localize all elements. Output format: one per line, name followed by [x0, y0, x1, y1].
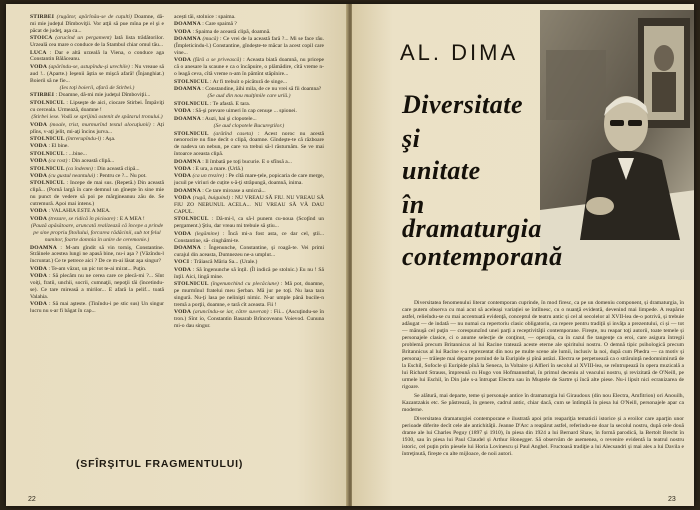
title-line: şi	[402, 124, 421, 153]
dialogue-text: : E A MEA !	[116, 215, 145, 222]
dialogue-text: : Nu vreaue să aud !.. (Aparte.) Ieşenii ăştia se mişcă afară! (Înjanghiat.) Boierii să ne fie...	[30, 63, 164, 84]
title-line: contemporană	[402, 242, 563, 271]
dialogue-line	[30, 136, 164, 143]
body-paragraph: Diversitatea fenomenului literar contemporan cuprinde, în mod firesc, ca pe un domeniu component, și dramaturgia, în care putem observa cu mai acut să aceleași variației se întîlnesc, cu o nuanţă evidentă, devenind mai limpede. A reapărut astfel, relieîndu-se cu mai accentuată evidenţă, conceptul de teatru antic și cel al secolelor al XVII-lea de-o potrivă, și trebuie adăugat — de indată — nu numai ca repertoriu clasic obligatoriu, ca repere pentru tradiţii și invăţa a prezentului, ci și — tot — mănuşă cel puţin — corespunzînd unei parţi a receptivităţii contemporane. Firește, nu reapar toţi autorii, toate temele și personajele clasice, ci o anume selecţie de conţinut, — operaţia, ca în cazul fie tangenţe ca eroi, care asigura întregii problemă precum Britannicus al lui Racine tratează aceste eterne ale spiritului nostru. O demnă tipic psihologică precum Britannicus al lui Racine s-a reprezentat din nou pe multe scene ale lumii, inclusiv la noi, după cum Phedra — ca motiv și personaj — trăiește mai departe pornind de la Euripide și pînă astăzi. Electra se perpetuează ca o străruință nedomnimirută de la Eschil, Sofocle și Euripide pînă la Seneca, la Voltaire și Alfieri în secolul al XVIII-lea, se reîntrupează în opera muzicală a lui Richard Strauss, împreună cu Hugo von Hofmannsthal, în primul deceniu al veacului nostru, și revizitată de O'Neill, pe urmele lui Eschil, în Din jale s-a întrupat Electra sau în Muștele de Sartre și încă alte piese. Nu-i lipsit nici ecranizarea de rigoare.	[402, 300, 684, 390]
speaker-name: STOLNICUL	[30, 135, 66, 142]
dialogue-text: : Din această clipă...	[68, 158, 115, 165]
dialogue-line	[30, 216, 164, 223]
speaker-name: STOLNICUL	[30, 180, 67, 187]
dialogue-text: : Spaima de această clipă, doamnă.	[192, 28, 271, 35]
dialogue-text: : M-am gîndit să vin torniș, Constantine. Strâinele acestea lungi ne apasă bine, nu-i aşa ? (Văzîndu-l încruntat.) Ce te petrece aici ? De ce m-ai lăsat aşa singur?	[30, 244, 164, 265]
stage-note: (întrerupîndu-l)	[65, 135, 103, 142]
left-page	[6, 4, 348, 506]
stage-note: (ca un trezire)	[192, 173, 226, 180]
dialogue-line	[30, 245, 164, 266]
dialogue-line	[30, 301, 164, 315]
dialogue-line	[30, 180, 164, 208]
dialogue-line	[174, 86, 324, 93]
speaker-name: VODA	[30, 172, 49, 179]
dialogue-text: : Auzi, hai şi clopotele...	[202, 115, 257, 122]
book-spread	[6, 4, 694, 506]
dialogue-line	[174, 29, 324, 36]
dialogue-text: : Fii... (Ascuţindu-se în tron.) Sînt io, Constantin Basarab Brîncoveanu Voievod. Cununa mi-o dau singur.	[174, 309, 324, 329]
stage-note: (cu gustul neantului)	[48, 172, 97, 179]
speaker-name: VODA	[174, 195, 193, 202]
stage-direction: (Ies toţi boierii, afară de Stirbei.)	[59, 85, 135, 92]
speaker-name: STOLNICUL	[174, 130, 214, 137]
fragment-ending: (SFÎRŞITUL FRAGMENTULUI)	[76, 458, 244, 470]
dialogue-text: : Il îmbată pe toţi bucurie. E o sfînsă a...	[202, 158, 292, 165]
speaker-name: VODA	[174, 108, 193, 115]
dialogue-line	[30, 100, 164, 114]
dialogue-text: : Doamne, dă-mi mie judeţul Dîmboviţii...	[55, 92, 151, 99]
stage-note: (arucînd un pergament)	[55, 35, 115, 42]
dialogue-line	[30, 122, 164, 136]
speaker-name: VODA	[174, 266, 193, 273]
stage-note: (legămine)	[194, 230, 223, 237]
dialogue-line	[174, 14, 324, 21]
dialogue-text: : Să-şi prevare uimeri în cap cenuşe ... spionei.	[192, 108, 297, 115]
speaker-name: DOAMNA	[174, 115, 203, 122]
dialogue-text: : Mă pot, doamne, pe murmînul fratelui meu Şerban. Mă jur pe toţi. Nu lasa tara singură. Nu-ţi lasa pe nelinişti nimic. N-ar umple până bucile-n tremă a porţii, doamne, e tară cît aceasta. Fii !	[174, 281, 324, 308]
dialogue-text: : Dă-mi-l, ca să-l punem cu-noua (Scoţînd un pergament.) Ştiu, dar vreau mi trebuie să ştiu...	[174, 216, 324, 230]
speaker-name: STOLNICUL	[174, 216, 212, 223]
dialogue-line	[174, 21, 324, 28]
dialogue-text: : Te afastă. E tara.	[209, 100, 251, 107]
speaker-name: STOLNICUL	[30, 150, 66, 157]
dialogue-text: : E ura, a mare. (Urlă.)	[192, 166, 244, 173]
dialogue-line	[174, 309, 324, 330]
stage-note: (trezare, se ridică în picioare)	[48, 215, 117, 222]
dialogue-text: : Încă mi-a fost asta, ce dar cel, ştii... Constantine, să- cinghămi-te.	[174, 230, 324, 244]
dialogue-text: : Să plecăm nu ne cerea care ce plecă-mi ?... Sînt voiţi, fratii, unchii, socrii, cumnaţii, nepoţii tăi (încetindu-se). Ce tare mireasă a mirilor... E afară la pelif... toată Valahia.	[30, 273, 164, 300]
dialogue-text: : Incepe de mai sus. (Repetă.) Din această clipă... (Pornă largă în care demnul un gînește în sine mie nu punct de vedere să poi pe mărgineanuu zău de. Se cutremură. Apoi mai intens.)	[30, 180, 164, 208]
portrait-image	[540, 10, 694, 280]
dialogue-text: : Care spaimă ?	[202, 21, 237, 28]
article-body	[402, 300, 684, 488]
dialogue-line	[174, 231, 324, 245]
dialogue-line	[174, 188, 324, 195]
speaker-name: DOAMNA	[174, 21, 203, 28]
dialogue-text: : Ce vrei de la această fară ?... Mi se face rău. (Împleticindu-l.) Constantine, gîndește-te măcar la acest copil care vine...	[174, 36, 324, 57]
dialogue-text: : Dar e altă urzeală la Viena, o conduce aga Constantin Bălăceanu.	[30, 49, 164, 63]
stage-note: (rugător, apărînău-se de cuțulti)	[56, 14, 135, 20]
dialogue-text: : Pe cîtă mare-țele, popicaria de care merge, jucuil pe viriuri de cuțite s-ă-ţi străpungă, doamnă, inima.	[174, 173, 324, 187]
author-name: AL. DIMA	[400, 40, 519, 65]
speaker-name: VODA	[30, 215, 49, 222]
dialogue-text: : Pentru ce ?... Nu pot.	[96, 172, 147, 179]
title-line: unitate	[402, 156, 481, 185]
dialogue-line	[174, 281, 324, 309]
body-paragraph: Se alătură, mai departe, teme și personaje antice în dramaturgia lui Giraudoux (din nou Electra, Amfitrion) ori Anouilh, Kazantzakis etc. Se păstrează, în genere, cadrul antic, chiar dacă, cum se întîmplă în piesa lui O'Neill, personajele apar ca moderne.	[402, 393, 684, 413]
dialogue-text: : Ar fi trebuit o picătură de singe...	[209, 78, 288, 85]
dialogue-line	[30, 35, 164, 49]
speaker-name: STOICA	[30, 35, 56, 42]
text-column-right	[174, 14, 324, 450]
body-paragraph: Diversitatea dramaturgiei contemporane e ilustrată apoi prin reapariţia tematicii istorice și a eroilor care aparţin unor perioade diferite decît cele ale antichităţii. Jeanne D'Arc a reapărut astfel, referindu-ne doar la secolul nostru, după cele două drame ale lui Charles Peguy (1897 și 1910), în piesa din 1924 a lui Bernard Shaw, în formă parodică, la Bertolt Brecht în 1930, sau în piesa lui Paul Claudel și Arthur Honegger. Să observăm de asemenea, o revenire evidentă la teatrul nostru istoric, cel puţin prin piesele lui Horia Lovinescu și Paul Anghel. Fructoasă tradiţie a lui Alecsandri și mai ales a lui Davila e întreţinută, fireşte cu alte mijloace, de noii autori.	[402, 416, 684, 457]
dialogue-line	[174, 245, 324, 259]
dialogue-line	[174, 79, 324, 86]
speaker-name: VODA	[174, 309, 194, 316]
dialogue-line	[174, 159, 324, 166]
stage-note: (fără a se privească)	[193, 57, 244, 64]
dialogue-line	[30, 14, 164, 35]
stage-note: (îngenunchind cu plecăciune)	[210, 281, 281, 288]
dialogue-text: : Trăiască Măria Sa... (Urale.)	[190, 259, 258, 266]
dialogue-text: : Acest noroc nu acestă nenorocire nu fine decît o clipă, doamne. Gîndeşte-te că războare de nadeva un nebun, pe care va trebui să-l răsturnăm. Se ve mai întoarce aceasta clipă.	[174, 130, 324, 158]
speaker-name: DOAMNA	[30, 244, 61, 251]
dialogue-text: : ...bine...	[65, 150, 87, 157]
speaker-name: VODA	[30, 273, 49, 280]
speaker-name: VOCI	[174, 259, 191, 266]
speaker-name: VODA	[30, 121, 50, 128]
dialogue-line	[30, 208, 164, 215]
dialogue-text: : Aşa.	[102, 135, 116, 142]
text-column-left	[30, 14, 164, 450]
speaker-name: VODA	[174, 230, 195, 237]
stage-note: (moale, trist, murmurînd textul alocuţiunii)	[49, 121, 154, 128]
dialogue-line	[30, 151, 164, 158]
speaker-name: STOLNICUL	[30, 165, 66, 172]
stage-direction: (Stirbei iese. Vodă se sprijină ostenit de spătarul tronului.)	[31, 114, 163, 121]
speaker-name: VODA	[174, 173, 193, 180]
stage-note: (ca rost)	[48, 158, 69, 165]
speaker-name: VODA	[30, 301, 49, 308]
dialogue-line	[174, 57, 324, 78]
dialogue-line	[174, 166, 324, 173]
stage-note: (ca îndemn)	[65, 165, 95, 172]
dialogue-text: : VALAHIA ESTE A MEA.	[48, 208, 111, 215]
dialogue-line	[30, 158, 164, 165]
dialogue-line	[174, 173, 324, 187]
speaker-name: STOLNICUL	[174, 78, 210, 85]
stage-note: (mucă)	[202, 36, 220, 43]
page-number-left: 22	[28, 496, 36, 503]
right-page	[352, 4, 694, 506]
stage-direction: (Se aud clopotele Bucureştilor.)	[213, 123, 285, 130]
dialogue-line	[30, 92, 164, 99]
dialogue-line	[30, 173, 164, 180]
title-line: în	[402, 190, 425, 219]
dialogue-line	[174, 108, 324, 115]
speaker-name: DOAMNA	[174, 86, 203, 93]
dialogue-line	[174, 259, 324, 266]
speaker-name: DOAMNA	[174, 245, 205, 251]
dialogue-text: acești tăi, stolnice : spaima.	[174, 14, 236, 20]
dialogue-text: : Lipseşte de aici, ciocare Stirbei. Împăviţi cu cerceala. Urmează, doamne !	[30, 99, 164, 113]
speaker-name: VODA	[30, 143, 49, 150]
speaker-name: DOAMNA	[174, 36, 203, 43]
dialogue-line	[30, 166, 164, 173]
dialogue-line	[30, 273, 164, 301]
title-line: dramaturgia	[402, 214, 542, 243]
dialogue-text: : Ce tare miroase a smicnă...	[202, 187, 266, 194]
speaker-name: DOAMNA	[174, 187, 203, 194]
dialogue-text: Iată lista trădătorilor. Urzeală cea mare o conduce de la Stambul chiar omul tău...	[30, 35, 164, 49]
author-photo	[540, 10, 694, 280]
stage-note: (apărîndu-se, astupîndu-şi urechile)	[48, 63, 132, 70]
stage-note: (rugă, buiguind)	[192, 195, 232, 202]
speaker-name: VODA	[174, 166, 193, 173]
speaker-name: VODA	[30, 208, 49, 215]
stage-note: (arătînd caseta)	[213, 130, 259, 137]
stage-direction: (Se aud din nou mulţimile care urlă.)	[207, 93, 291, 100]
dialogue-text: : Te-am văzut, un pic tot te-ai mirat... Puţin.	[48, 265, 147, 272]
dialogue-text: : Aceasta biată doamnă, nu pricepe că o anesare la scaune e ca o încăpuire, o plămădire, cîtă vreme n-o leagă ceva, cîtă vreme n-am în pămînt stăpînire...	[174, 57, 324, 78]
dialogue-line	[174, 101, 324, 108]
dialogue-text: Doamne, dă-mi mie judeţul Dîmboviţii. Vor atţii să pue mîna pe el şi e păcat de judeţ, aşa ca...	[30, 14, 164, 34]
page-number-right: 23	[668, 496, 676, 503]
dialogue-line	[30, 143, 164, 150]
dialogue-line	[30, 266, 164, 273]
speaker-name: STIRBEI	[30, 92, 56, 99]
dialogue-line	[30, 64, 164, 85]
dialogue-line	[174, 195, 324, 216]
title-line: Diversitate	[402, 90, 524, 119]
dialogue-line	[174, 36, 324, 57]
speaker-name: VODA	[30, 63, 49, 70]
dialogue-line	[174, 131, 324, 159]
speaker-name: LUCA	[30, 49, 50, 56]
stage-note: (aruncîndu-se iar, către suveran)	[193, 309, 271, 316]
speaker-name: STIRBEI	[30, 14, 57, 20]
speaker-name: STOLNICUL	[174, 100, 210, 107]
dialogue-text: : NU VREAU SĂ FIU. NU VREAU SĂ FIU ZO NEBUNUL ACELA... NU VREAU SĂ VĂ DAU CAPUL.	[174, 195, 324, 215]
dialogue-text: : Ați plîns, v-aţi jelit, mi-aţi încins jurva...	[30, 121, 164, 135]
dialogue-text: : Să îngenunche să înțil. (Îl indică pe stolnic.) Eu nu ! Să înţil. Aici, lingă mine.	[174, 266, 324, 280]
dialogue-line	[174, 116, 324, 123]
dialogue-line	[30, 50, 164, 64]
stage-direction: (Pauză apăsătoare, aruncată realizează că începe a prinde pe sine propriu fitoilului, forcarea rădăcinii, sub tot felul numitor, foarte domnia în unire de ceremonie.)	[30, 223, 164, 244]
dialogue-text: : Îngenunche, Constantine, şi roagă-te. Vei primi curajul din aceasta, Dumnezeu ne-a umplut...	[174, 245, 324, 258]
dialogue-line	[174, 216, 324, 230]
dialogue-text: : El bine.	[48, 143, 69, 150]
speaker-name: DOAMNA	[174, 158, 203, 165]
dialogue-text: : Din această clipă...	[94, 165, 140, 172]
speaker-name: VODA	[174, 28, 193, 35]
speaker-name: STOLNICUL	[30, 99, 67, 106]
dialogue-text: : Să mai aşteste. (Tinîndu-i pe stic sus) Un singur lucru nu s-ar fi băgat în cap...	[30, 301, 164, 315]
speaker-name: STOLNICUL	[174, 281, 211, 288]
dialogue-line	[174, 267, 324, 281]
dialogue-text: : Constandine, ăihi mila, de ce nu vrei să fii doamna?	[202, 86, 322, 93]
speaker-name: VODA	[30, 158, 49, 165]
speaker-name: VODA	[174, 57, 194, 64]
speaker-name: VODA	[30, 265, 49, 272]
